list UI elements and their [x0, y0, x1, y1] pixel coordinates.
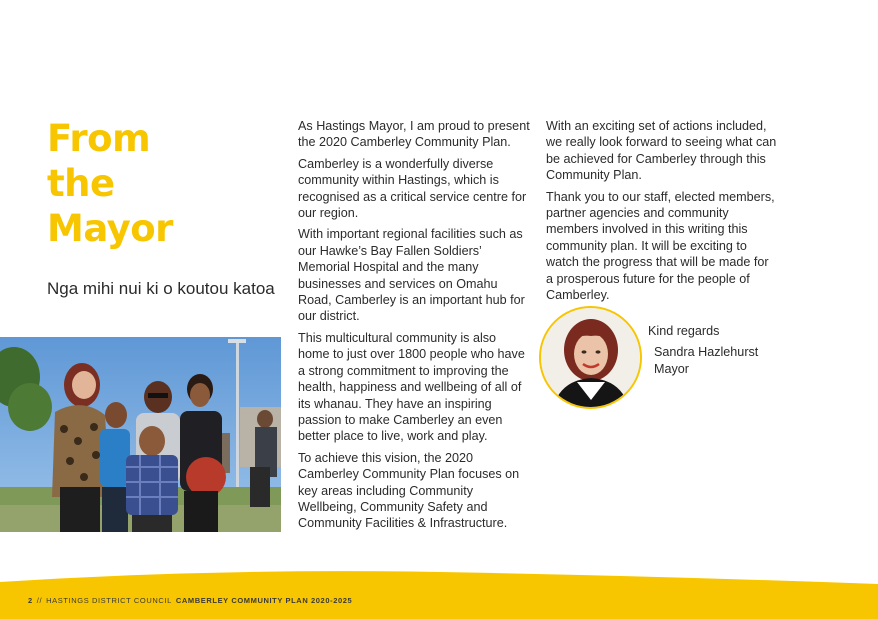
council-name: HASTINGS DISTRICT COUNCIL: [46, 596, 172, 605]
paragraph: This multicultural community is also home to just over 1800 people who have a strong commitment to improving the health, happiness and wellbeing of all of its whanau. They have an inspiring passion to make Camberley an even better place to live, work and play.: [298, 330, 525, 444]
letter-column-1: [298, 118, 530, 537]
page-number: 2: [28, 596, 33, 605]
footer-separator: //: [36, 596, 43, 605]
letter-column-2: [546, 118, 778, 308]
kind-regards: Kind regards: [648, 324, 720, 338]
paragraph: With important regional facilities such as our Hawke’s Bay Fallen Soldiers’ Memorial Hospital and the many businesses and services on Omahu Road, Camberley is an important hub for our district.: [298, 227, 525, 324]
mayor-name: Sandra Hazlehurst: [654, 345, 759, 359]
signoff: [648, 323, 758, 378]
paragraph: With an exciting set of actions included, we really look forward to seeing what can be achieved for Camberley through this Community Plan.: [546, 119, 777, 183]
mayor-title: Mayor: [654, 362, 689, 376]
title-line-the: the: [47, 162, 115, 205]
community-group-illustration: [0, 337, 281, 532]
footer-wave: [0, 560, 878, 619]
community-group-photo: [0, 337, 281, 532]
title-line-mayor: Mayor: [47, 207, 173, 250]
plan-title: CAMBERLEY COMMUNITY PLAN 2020-2025: [175, 596, 353, 605]
mayor-portrait: [539, 306, 642, 409]
page-title: [47, 116, 173, 251]
paragraph: As Hastings Mayor, I am proud to present the 2020 Camberley Community Plan.: [298, 119, 530, 150]
title-line-from: From: [47, 117, 151, 160]
paragraph: Camberley is a wonderfully diverse community within Hastings, which is recognised as a critical service centre for our region.: [298, 156, 527, 221]
mayor-portrait-illustration: [541, 308, 640, 407]
paragraph: To achieve this vision, the 2020 Camberley Community Plan focuses on key areas including Community Wellbeing, Community Safety and Community Facilities & Infrastructure.: [298, 450, 520, 531]
paragraph: Thank you to our staff, elected members, partner agencies and community members involved in this writing this community plan. It will be exciting to watch the progress that will be made for a prosperous future for the people of Camberley.: [546, 189, 775, 303]
maori-greeting: Nga mihi nui ki o koutou katoa: [47, 279, 275, 298]
page-footer: [28, 596, 352, 605]
